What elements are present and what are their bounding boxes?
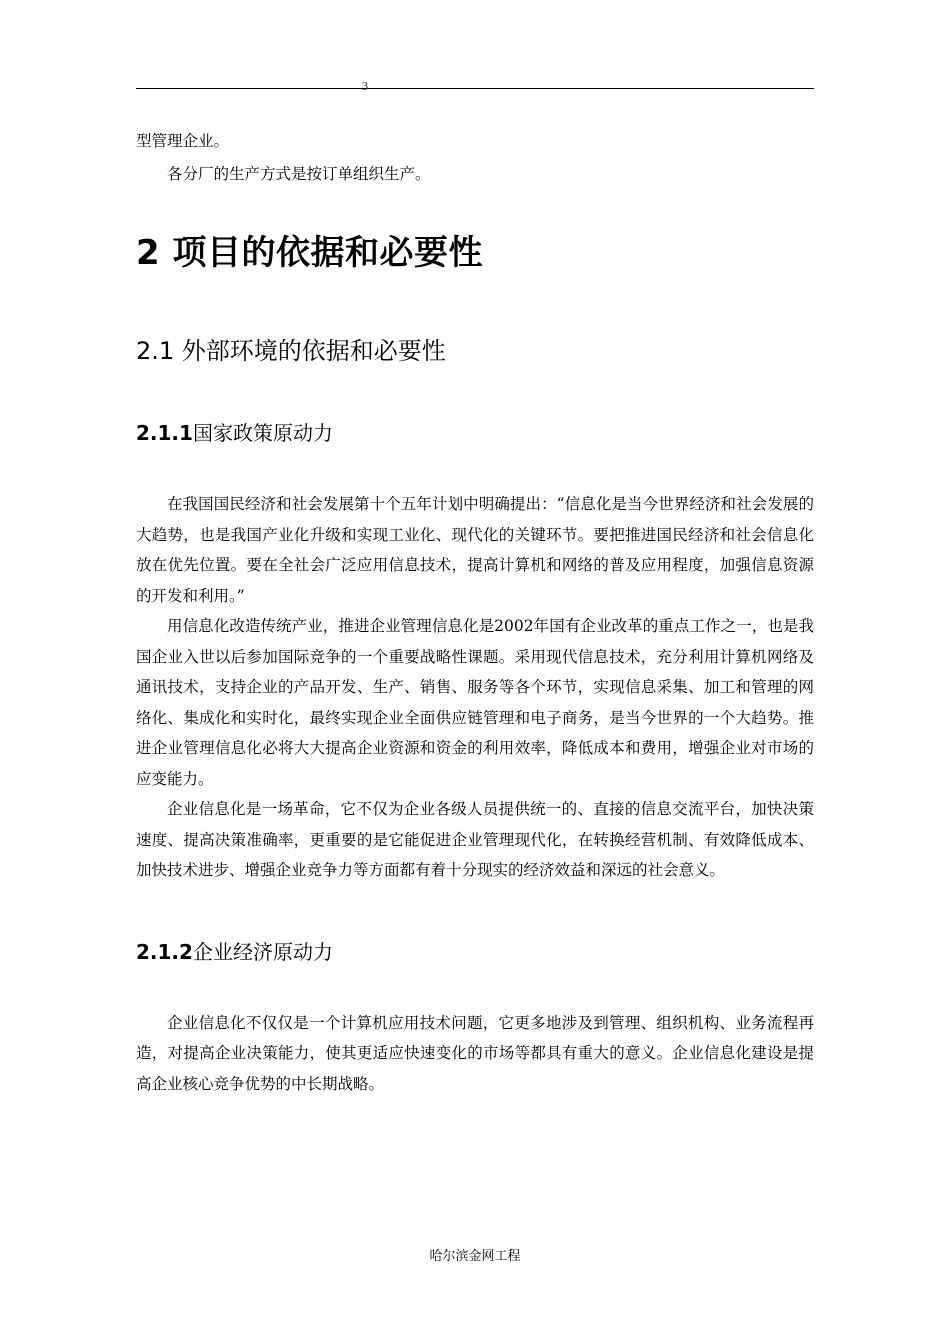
subsection-title: 企业经济原动力: [192, 939, 333, 964]
paragraph: 用信息化改造传统产业，推进企业管理信息化是2002年国有企业改革的重点工作之一，也是我国企业入世以后参加国际竞争的一个重要战略性课题。采用现代信息技术，充分利用计算机网络及通讯技术，支持企业的产品开发、生产、销售、服务等各个环节，实现信息采集、加工和管理的网络化、集成化和实时化，最终实现企业全面供应链管理和电子商务，是当今世界的一个大趋势。推进企业管理信息化必将大大提高企业资源和资金的利用效率，降低成本和费用，增强企业对市场的应变能力。: [136, 617, 814, 788]
header-rule: [136, 88, 814, 89]
paragraph: 企业信息化不仅仅是一个计算机应用技术问题，它更多地涉及到管理、组织机构、业务流程再造，对提高企业决策能力，使其更适应快速变化的市场等都具有重大的意义。企业信息化建设是提高企业核心竞争优势的中长期战略。: [136, 1013, 814, 1093]
document-body: [136, 126, 814, 1099]
paragraph: 在我国国民经济和社会发展第十个五年计划中明确提出：“信息化是当今世界经济和社会发展的大趋势，也是我国产业化升级和实现工业化、现代化的关键环节。要把推进国民经济和社会信息化放在优先位置。要在全社会广泛应用信息技术，提高计算机和网络的普及应用程度，加强信息资源的开发和利用。”: [136, 495, 814, 605]
page-footer: 哈尔滨金网工程: [429, 1249, 521, 1264]
intro-line: 型管理企业。: [136, 132, 230, 150]
subsection-number: 2.1.1: [136, 421, 193, 445]
subsection-heading-2-1-1: [136, 419, 814, 447]
subsection-number: 2.1.2: [136, 939, 193, 964]
intro-paragraph: 各分厂的生产方式是按订单组织生产。: [167, 164, 431, 183]
page-number: 3: [361, 80, 369, 93]
section-heading-2-1: 2.1 外部环境的依据和必要性: [136, 337, 446, 365]
subsection-heading-2-1-2: [136, 938, 814, 966]
chapter-heading: 2 项目的依据和必要性: [136, 233, 483, 273]
paragraph: 企业信息化是一场革命，它不仅为企业各级人员提供统一的、直接的信息交流平台，加快决策速度、提高决策准确率，更重要的是它能促进企业管理现代化，在转换经营机制、有效降低成本、加快技术进步、增强企业竞争力等方面都有着十分现实的经济效益和深远的社会意义。: [136, 800, 814, 879]
subsection-title: 国家政策原动力: [192, 421, 333, 445]
